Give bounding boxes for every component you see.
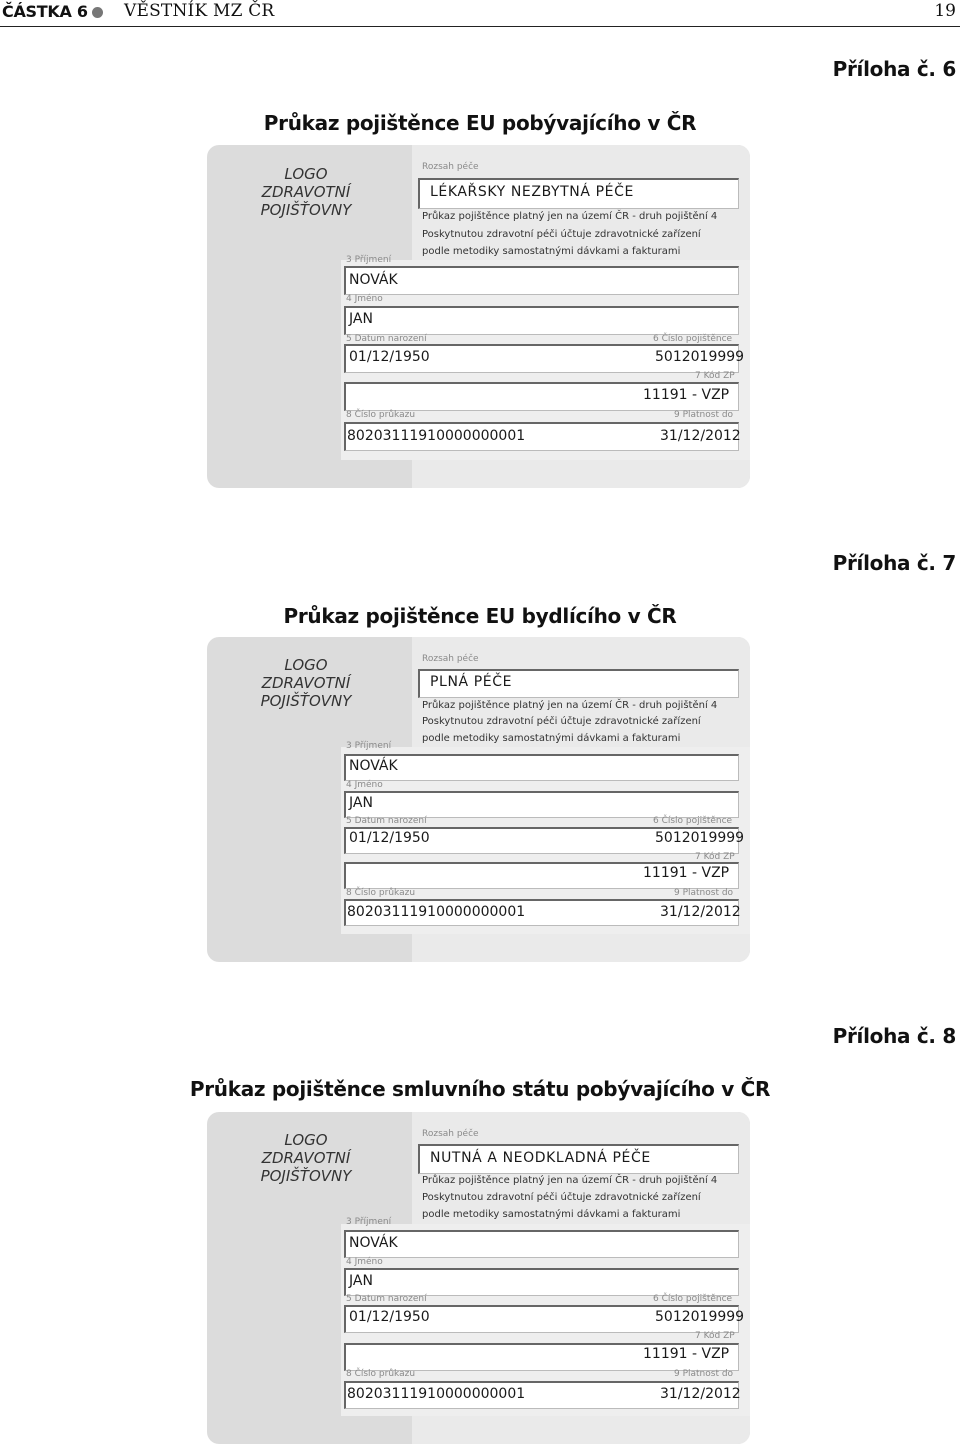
scope-label: Rozsah péče xyxy=(422,162,479,172)
card-number-label: 8 Číslo průkazu xyxy=(346,410,416,420)
surname-label: 3 Příjmení xyxy=(346,741,392,751)
card-note: podle metodiky samostatnými dávkami a fakturami xyxy=(422,1209,681,1220)
insurer-logo-placeholder xyxy=(241,656,371,710)
logo-line: ZDRAVOTNÍ xyxy=(261,674,351,692)
surname-value: NOVÁK xyxy=(349,272,398,288)
validity-value: 31/12/2012 xyxy=(660,428,741,444)
given-name-field xyxy=(344,1268,739,1296)
insurance-number-value: 5012019999 xyxy=(655,1309,745,1325)
annex-label: Příloha č. 6 xyxy=(832,57,956,81)
logo-line: POJIŠŤOVNY xyxy=(260,1167,352,1185)
birth-date-label: 5 Datum narození xyxy=(346,816,427,826)
insurer-code-value: 11191 - VZP xyxy=(643,1346,730,1362)
surname-label: 3 Příjmení xyxy=(346,1217,392,1227)
logo-line: LOGO xyxy=(284,656,328,674)
given-name-field xyxy=(344,306,739,335)
scope-value: NUTNÁ A NEODKLADNÁ PÉČE xyxy=(430,1150,651,1166)
birth-date-label: 5 Datum narození xyxy=(346,1294,427,1304)
insurer-code-label: 7 Kód ZP xyxy=(695,852,735,862)
given-name-label: 4 Jméno xyxy=(346,294,383,304)
logo-line: LOGO xyxy=(284,165,328,183)
validity-value: 31/12/2012 xyxy=(660,1386,741,1402)
insurance-number-label: 6 Číslo pojištěnce xyxy=(653,816,733,826)
card-note: Poskytnutou zdravotní péči účtuje zdravotnické zařízení xyxy=(422,716,701,727)
insurance-number-label: 6 Číslo pojištěnce xyxy=(653,1294,733,1304)
card-number-label: 8 Číslo průkazu xyxy=(346,1369,416,1379)
logo-line: ZDRAVOTNÍ xyxy=(261,1149,351,1167)
card-number-value: 80203111910000000001 xyxy=(347,428,526,444)
insurer-logo-placeholder xyxy=(241,165,371,219)
insurer-code-value: 11191 - VZP xyxy=(643,387,730,403)
annex-label: Příloha č. 7 xyxy=(832,551,956,575)
insurer-code-value: 11191 - VZP xyxy=(643,865,730,881)
insurance-number-value: 5012019999 xyxy=(655,830,745,846)
insurance-number-label: 6 Číslo pojištěnce xyxy=(653,334,733,344)
page-number: 19 xyxy=(934,1,956,21)
scope-value: LÉKAŘSKY NEZBYTNÁ PÉČE xyxy=(430,184,634,200)
validity-label: 9 Platnost do xyxy=(674,1369,734,1379)
insurance-number-value: 5012019999 xyxy=(655,349,745,365)
validity-label: 9 Platnost do xyxy=(674,888,734,898)
insurance-card-specimen xyxy=(207,145,750,488)
insurer-logo-placeholder xyxy=(241,1131,371,1185)
annex-label: Příloha č. 8 xyxy=(832,1024,956,1048)
surname-field xyxy=(344,1230,739,1258)
given-name-value: JAN xyxy=(349,795,373,811)
card-number-label: 8 Číslo průkazu xyxy=(346,888,416,898)
surname-field xyxy=(344,754,739,781)
birth-date-label: 5 Datum narození xyxy=(346,334,427,344)
journal-title: VĚSTNÍK MZ ČR xyxy=(124,1,275,21)
scope-label: Rozsah péče xyxy=(422,1129,479,1139)
insurer-code-label: 7 Kód ZP xyxy=(695,371,735,381)
surname-field xyxy=(344,266,739,295)
birth-date-value: 01/12/1950 xyxy=(349,349,430,365)
surname-value: NOVÁK xyxy=(349,1235,398,1251)
insurer-code-label: 7 Kód ZP xyxy=(695,1331,735,1341)
given-name-field xyxy=(344,791,739,818)
card-note: Průkaz pojištěnce platný jen na území ČR - druh pojištění 4 xyxy=(422,700,718,711)
running-header xyxy=(0,0,960,27)
logo-line: POJIŠŤOVNY xyxy=(260,692,352,710)
surname-label: 3 Příjmení xyxy=(346,255,392,265)
given-name-label: 4 Jméno xyxy=(346,1257,383,1267)
surname-value: NOVÁK xyxy=(349,758,398,774)
scope-label: Rozsah péče xyxy=(422,654,479,664)
card-number-value: 80203111910000000001 xyxy=(347,1386,526,1402)
section-number: ČÁSTKA 6 xyxy=(2,2,88,21)
card-note: Průkaz pojištěnce platný jen na území ČR - druh pojištění 4 xyxy=(422,211,718,222)
birth-date-value: 01/12/1950 xyxy=(349,830,430,846)
card-note: Poskytnutou zdravotní péči účtuje zdravotnické zařízení xyxy=(422,229,701,240)
logo-line: ZDRAVOTNÍ xyxy=(261,183,351,201)
insurance-card-specimen xyxy=(207,1112,750,1444)
card-note: podle metodiky samostatnými dávkami a fakturami xyxy=(422,733,681,744)
given-name-label: 4 Jméno xyxy=(346,780,383,790)
card-heading: Průkaz pojištěnce EU pobývajícího v ČR xyxy=(263,111,697,135)
given-name-value: JAN xyxy=(349,1273,373,1289)
insurance-card-specimen xyxy=(207,637,750,962)
validity-label: 9 Platnost do xyxy=(674,410,734,420)
logo-line: LOGO xyxy=(284,1131,328,1149)
card-heading: Průkaz pojištěnce EU bydlícího v ČR xyxy=(283,604,677,628)
validity-value: 31/12/2012 xyxy=(660,904,741,920)
card-note: Průkaz pojištěnce platný jen na území ČR - druh pojištění 4 xyxy=(422,1175,718,1186)
card-heading: Průkaz pojištěnce smluvního státu pobývajícího v ČR xyxy=(189,1077,771,1101)
card-note: Poskytnutou zdravotní péči účtuje zdravotnické zařízení xyxy=(422,1192,701,1203)
bullet-icon xyxy=(92,7,103,18)
given-name-value: JAN xyxy=(349,311,373,327)
logo-line: POJIŠŤOVNY xyxy=(260,201,352,219)
birth-date-value: 01/12/1950 xyxy=(349,1309,430,1325)
card-note: podle metodiky samostatnými dávkami a fakturami xyxy=(422,246,681,257)
scope-value: PLNÁ PÉČE xyxy=(430,674,513,690)
card-number-value: 80203111910000000001 xyxy=(347,904,526,920)
